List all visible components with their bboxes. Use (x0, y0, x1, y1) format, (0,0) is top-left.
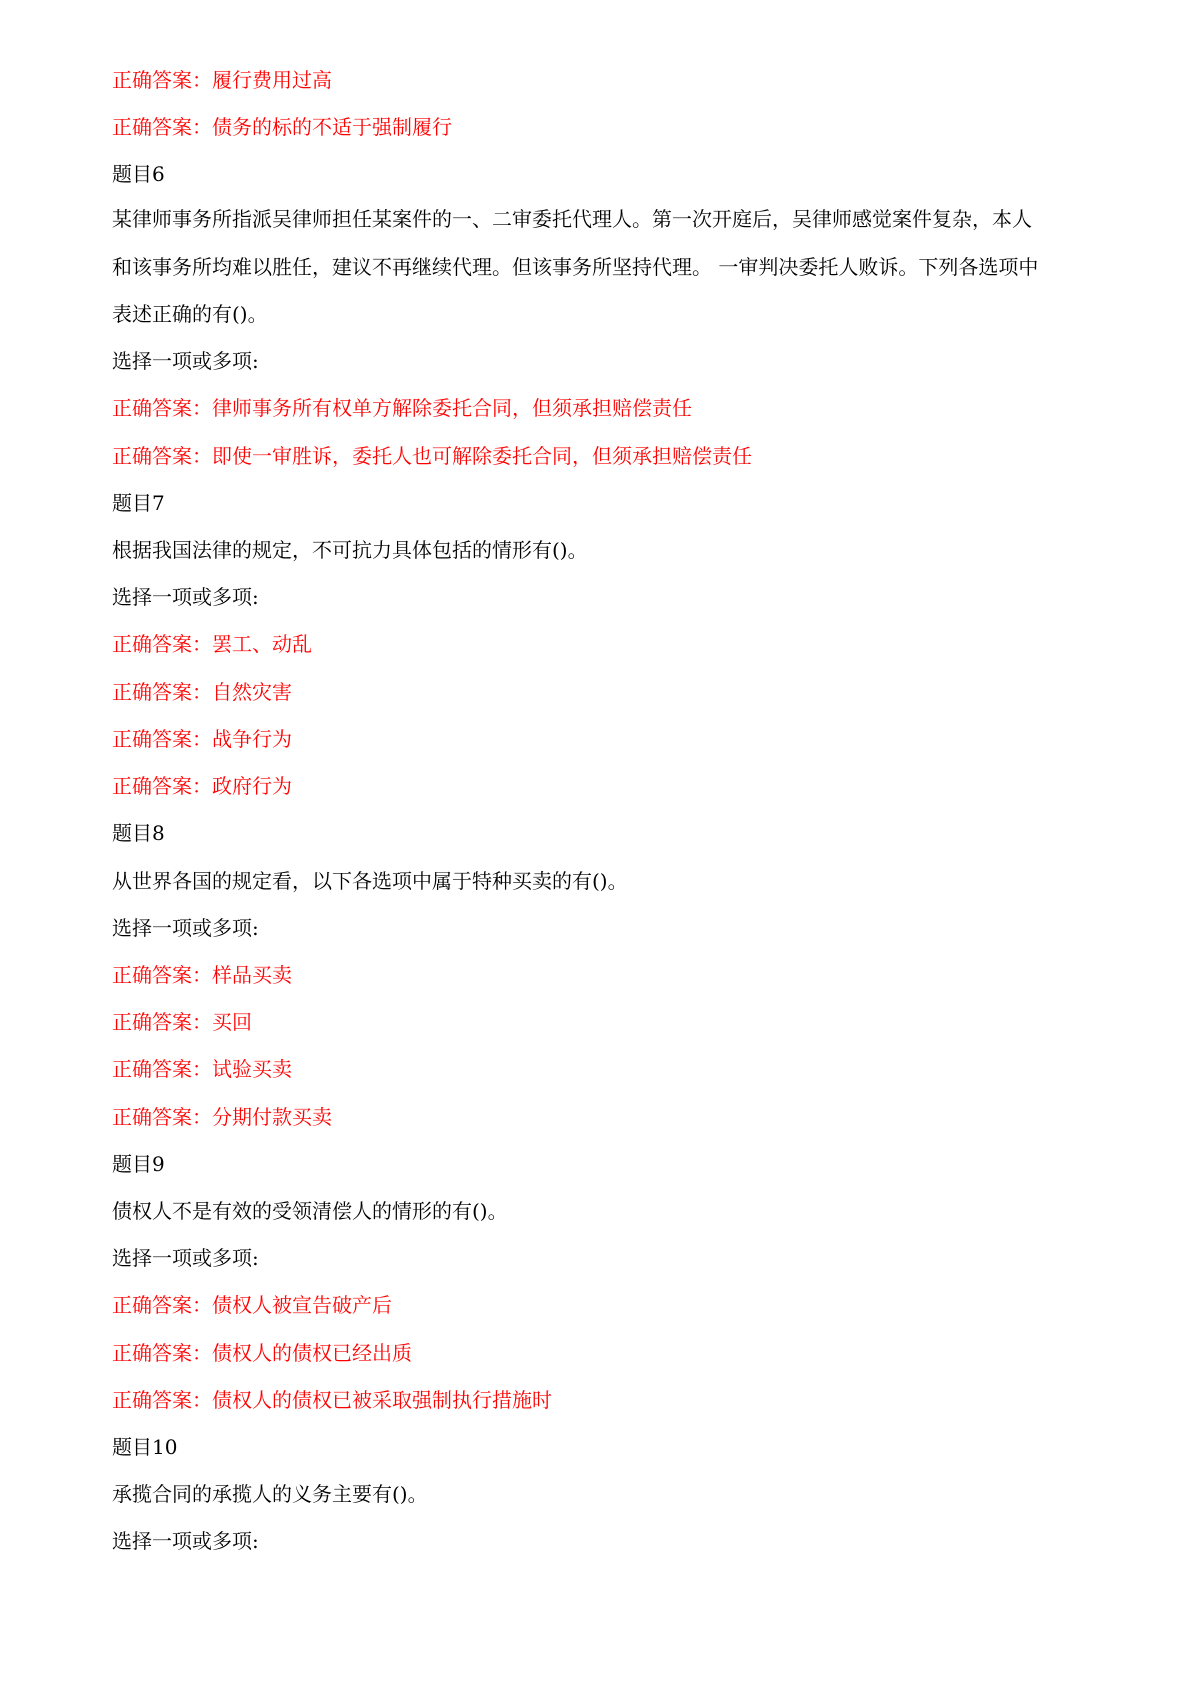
correct-answer: 正确答案：罢工、动乱 (112, 632, 312, 656)
select-prompt: 选择一项或多项: (112, 585, 259, 609)
correct-answer: 正确答案：即使一审胜诉，委托人也可解除委托合同，但须承担赔偿责任 (112, 444, 752, 468)
select-prompt: 选择一项或多项: (112, 349, 259, 373)
correct-answer: 正确答案：债权人的债权已经出质 (112, 1341, 412, 1365)
correct-answer: 正确答案：试验买卖 (112, 1057, 292, 1081)
correct-answer: 正确答案：自然灾害 (112, 680, 292, 704)
correct-answer: 正确答案：律师事务所有权单方解除委托合同，但须承担赔偿责任 (112, 396, 692, 420)
question-title: 题目7 (112, 491, 165, 515)
question-title: 题目8 (112, 821, 165, 845)
question-title: 题目10 (112, 1435, 178, 1459)
question-text: 某律师事务所指派吴律师担任某案件的一、二审委托代理人。第一次开庭后，吴律师感觉案件复杂，本人 (112, 207, 1032, 231)
question-text: 从世界各国的规定看，以下各选项中属于特种买卖的有()。 (112, 869, 628, 893)
correct-answer: 正确答案：战争行为 (112, 727, 292, 751)
correct-answer: 正确答案：债务的标的不适于强制履行 (112, 115, 452, 139)
question-title: 题目6 (112, 162, 165, 186)
correct-answer: 正确答案：买回 (112, 1010, 252, 1034)
correct-answer: 正确答案：债权人的债权已被采取强制执行措施时 (112, 1388, 552, 1412)
select-prompt: 选择一项或多项: (112, 1246, 259, 1270)
question-title: 题目9 (112, 1152, 165, 1176)
correct-answer: 正确答案：债权人被宣告破产后 (112, 1293, 392, 1317)
question-text: 和该事务所均难以胜任，建议不再继续代理。但该事务所坚持代理。 一审判决委托人败诉。下列各选项中 (112, 255, 1039, 279)
select-prompt: 选择一项或多项: (112, 916, 259, 940)
question-text: 承揽合同的承揽人的义务主要有()。 (112, 1482, 428, 1506)
question-text: 债权人不是有效的受领清偿人的情形的有()。 (112, 1199, 508, 1223)
correct-answer: 正确答案：分期付款买卖 (112, 1105, 332, 1129)
correct-answer: 正确答案：履行费用过高 (112, 68, 332, 92)
correct-answer: 正确答案：样品买卖 (112, 963, 292, 987)
select-prompt: 选择一项或多项: (112, 1529, 259, 1553)
correct-answer: 正确答案：政府行为 (112, 774, 292, 798)
question-text: 表述正确的有()。 (112, 302, 268, 326)
question-text: 根据我国法律的规定，不可抗力具体包括的情形有()。 (112, 538, 588, 562)
